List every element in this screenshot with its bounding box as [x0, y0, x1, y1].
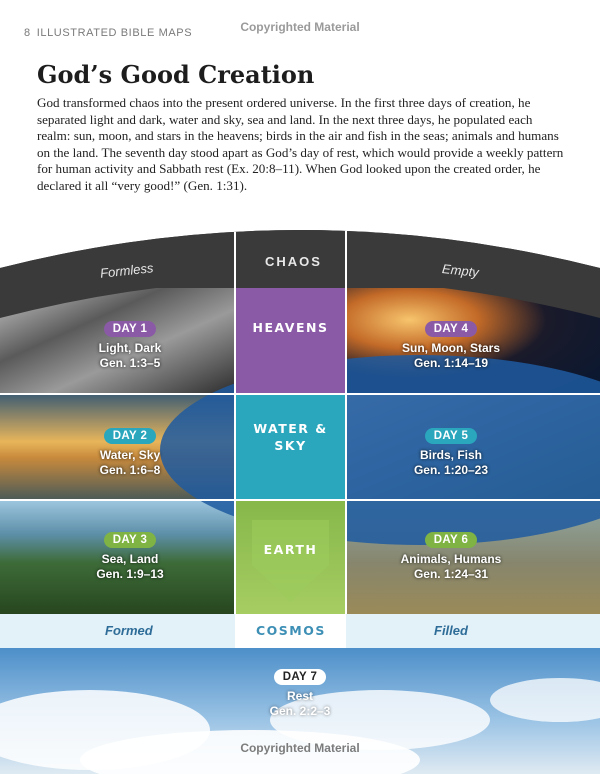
page-title: God’s Good Creation — [37, 60, 315, 89]
day5-pill: DAY 5 — [425, 428, 478, 444]
day1-label — [60, 319, 200, 371]
empty-label: Empty — [441, 261, 480, 280]
day1-pill: DAY 1 — [104, 321, 157, 337]
day4-reference: Gen. 1:14–19 — [413, 356, 489, 370]
copyright-notice-bottom: Copyrighted Material — [240, 741, 360, 755]
day5-reference: Gen. 1:20–23 — [413, 463, 489, 477]
day4-pill: DAY 4 — [425, 321, 478, 337]
formed-label: Formed — [105, 623, 153, 638]
filled-label: Filled — [434, 623, 468, 638]
creation-diagram — [0, 230, 600, 774]
day5-label — [381, 426, 521, 478]
day2-text: Water, Sky — [99, 448, 161, 462]
running-title: ILLUSTRATED BIBLE MAPS — [36, 27, 193, 39]
water-sky-label: WATER & SKY — [253, 421, 328, 453]
day3-pill: DAY 3 — [104, 532, 157, 548]
copyright-notice-top: Copyrighted Material — [240, 20, 360, 34]
day2-pill: DAY 2 — [104, 428, 157, 444]
day6-pill: DAY 6 — [425, 532, 478, 548]
earth-label: EARTH — [263, 542, 318, 557]
day7-reference: Gen. 2:2–3 — [269, 704, 331, 718]
day1-text: Light, Dark — [98, 341, 162, 355]
day2-label — [60, 426, 200, 478]
day4-text: Sun, Moon, Stars — [401, 341, 500, 355]
page-number: 8 — [24, 27, 31, 39]
day4-label — [381, 319, 521, 371]
day6-label — [381, 530, 521, 582]
day6-reference: Gen. 1:24–31 — [413, 567, 489, 581]
chaos-label: CHAOS — [265, 254, 322, 269]
day3-label — [60, 530, 200, 582]
heavens-label: HEAVENS — [252, 320, 329, 335]
day1-reference: Gen. 1:3–5 — [99, 356, 161, 370]
body-paragraph: God transformed chaos into the present ordered universe. In the first three days of creation, he separated light and dark, water and sky, sea and land. In the next three days, he populated each realm: sun, moon, and stars in the heavens; birds in the air and fish in the seas; animals and humans on the land. The seventh day stood apart as God’s day of rest, which would provide a weekly pattern for human activity and Sabbath rest (Ex. 20:8–11). When God looked upon the created order, he declared it all “very good!” (Gen. 1:31). — [37, 95, 564, 193]
heavens-cell — [235, 288, 346, 394]
day7-pill: DAY 7 — [274, 669, 327, 685]
day7-label — [230, 667, 370, 719]
day6-text: Animals, Humans — [400, 552, 502, 566]
day7-text: Rest — [286, 689, 313, 703]
day3-text: Sea, Land — [101, 552, 159, 566]
day3-reference: Gen. 1:9–13 — [96, 567, 164, 581]
cosmos-label: COSMOS — [256, 623, 326, 638]
formless-label: Formless — [99, 260, 155, 281]
day5-text: Birds, Fish — [419, 448, 482, 462]
day2-reference: Gen. 1:6–8 — [99, 463, 161, 477]
